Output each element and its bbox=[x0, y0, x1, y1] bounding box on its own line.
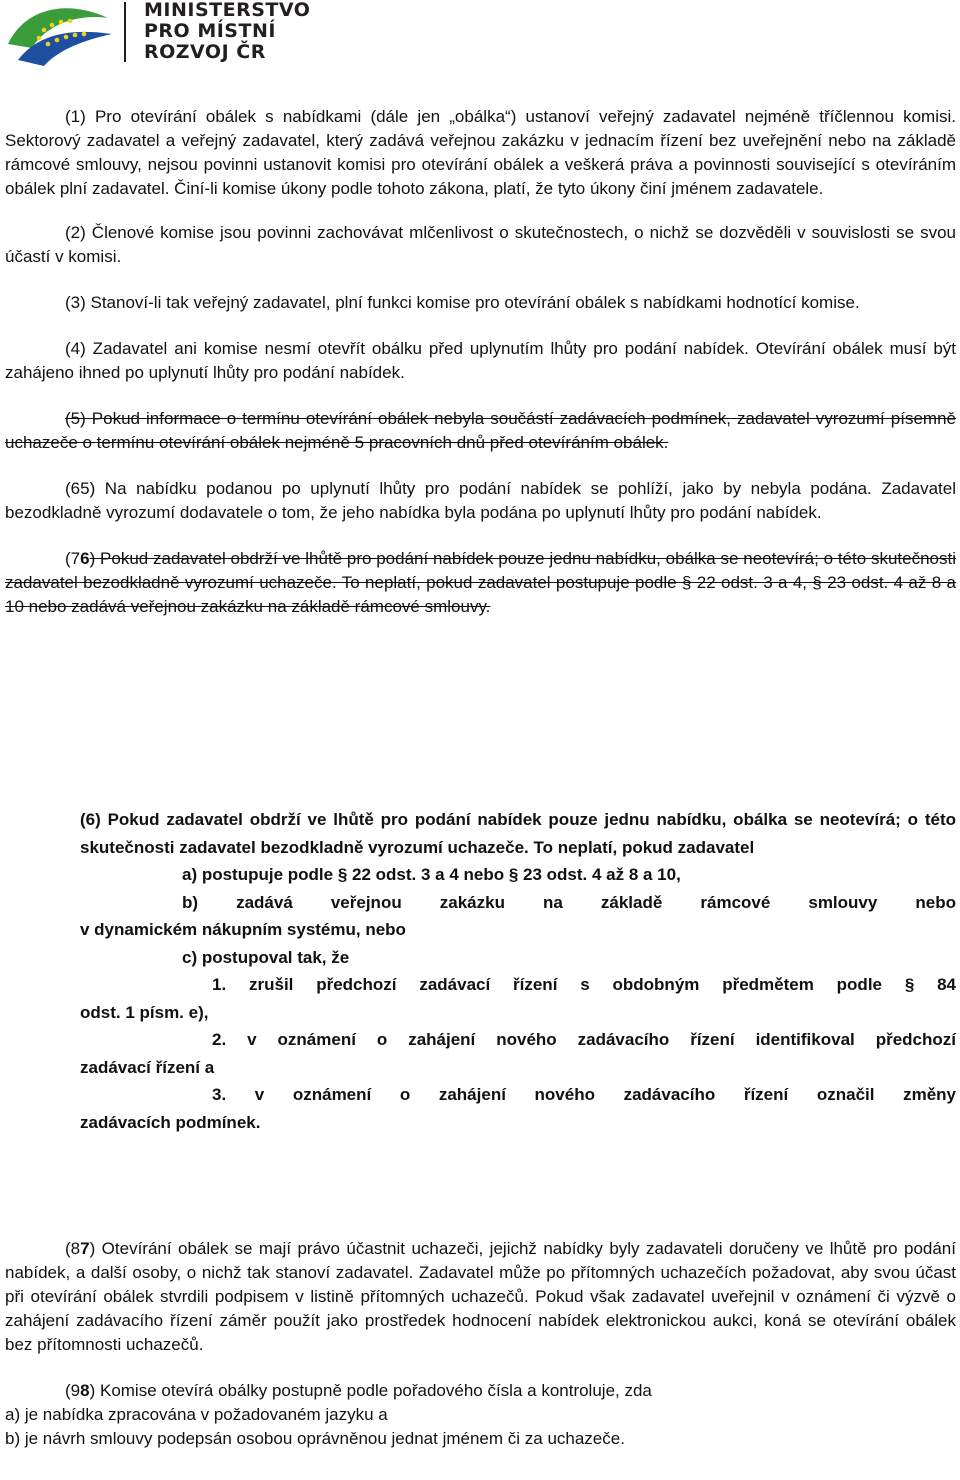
paragraph-7-new-number: 6 bbox=[80, 549, 90, 568]
inserted-item-c3-first: 3. v oznámení o zahájení nového zadávacího řízení označil změny bbox=[212, 1085, 956, 1104]
inserted-item-a: a) postupuje podle § 22 odst. 3 a 4 nebo § 23 odst. 4 až 8 a 10, bbox=[182, 865, 681, 884]
paragraph-1 bbox=[5, 105, 956, 201]
paragraph-6-old-number: (6 bbox=[65, 479, 81, 498]
paragraph-7-struck-text: ) Pokud zadavatel obdrží ve lhůtě pro podání nabídek pouze jednu nabídku, obálka se neotevírá; o této skutečnosti zadavatel bezodkladně vyrozumí uchazeče. To neplatí, pokud zadavatel postupuje podle § 22 odst. 3 a 4, § 23 odst. 4 až 8 a 10 nebo zadává veřejnou zakázku na základě rámcové smlouvy. bbox=[5, 549, 956, 616]
logo-wordmark bbox=[144, 0, 310, 63]
paragraph-8-text: ) Otevírání obálek se mají právo účastnit uchazeči, jejichž nabídky byly zadavateli doručeny ve lhůtě pro podání nabídek, a další osoby, o nichž tak stanoví zadavatel. Zadavatel může po přítomných uchazečích požadovat, aby svou účast při otevírání obálek stvrdili podpisem v listině přítomných uchazečů. Pokud však zadavatel uveřejnil v oznámení či výzvě o zahájení zadávacího řízení záměr použít jako prostředek hodnocení nabídek elektronickou aukci, koná se otevírání obálek bez přítomnosti uchazečů. bbox=[5, 1239, 956, 1354]
inserted-item-c: c) postupoval tak, že bbox=[182, 947, 350, 967]
document-body bbox=[5, 105, 956, 619]
paragraph-9-old-number: (9 bbox=[65, 1381, 81, 1400]
paragraph-9-text: ) Komise otevírá obálky postupně podle pořadového čísla a kontroluje, zda bbox=[89, 1381, 652, 1400]
inserted-intro: (6) Pokud zadavatel obdrží ve lhůtě pro podání nabídek pouze jednu nabídku, obálka se neotevírá; o této skutečnosti zadavatel bezodkladně vyrozumí uchazeče. To neplatí, pokud zadavatel bbox=[80, 810, 956, 857]
ministry-emblem-icon bbox=[4, 0, 116, 66]
paragraph-8 bbox=[5, 1237, 956, 1357]
paragraph-6-text: 5) Na nabídku podanou po uplynutí lhůty pro podání nabídek se pohlíží, jako by nebyla podána. Zadavatel bezodkladně vyrozumí dodavatele o tom, že jeho nabídka byla podána po uplynutí lhůty pro podání nabídek. bbox=[5, 479, 956, 522]
paragraph-9 bbox=[5, 1379, 956, 1403]
paragraph-9-new-number: 8 bbox=[80, 1381, 90, 1400]
ministry-logo bbox=[4, 0, 311, 70]
paragraph-5-deleted: (5) Pokud informace o termínu otevírání obálek nebyla součástí zadávacích podmínek, zadavatel vyrozumí písemně uchazeče o termínu otevírání obálek nejméně 5 pracovních dnů před otevíráním obálek. bbox=[5, 409, 956, 452]
paragraph-7-old-number: (7 bbox=[65, 549, 81, 568]
paragraph-1-number: (1) bbox=[65, 107, 86, 126]
paragraph-1-text: Pro otevírání obálek s nabídkami (dále jen „obálka“) ustanoví veřejný zadavatel nejméně tříčlennou komisi. Sektorový zadavatel a veřejný zadavatel, který zadává veřejnou zakázku v jednacím řízení bez uveřejnění nebo na základě rámcové smlouvy, nejsou povinni ustanovit komisi pro otevírání obálek a veškerá práva a povinnosti související s otevíráním obálek plní zadavatel. Činí-li komise úkony podle tohoto zákona, platí, že tyto úkony činí jménem zadavatele. bbox=[5, 107, 956, 198]
paragraph-6 bbox=[5, 477, 956, 525]
logo-line-3: ROZVOJ ČR bbox=[144, 41, 266, 63]
document-body-end bbox=[5, 1237, 956, 1451]
inserted-item-c1-rest: odst. 1 písm. e), bbox=[80, 1002, 209, 1022]
logo-divider bbox=[124, 2, 126, 62]
logo-line-1: MINISTERSTVO bbox=[144, 0, 311, 21]
inserted-item-b-first: b) zadává veřejnou zakázku na základě rámcové smlouvy nebo bbox=[182, 892, 956, 912]
logo-line-2: PRO MÍSTNÍ bbox=[144, 20, 276, 42]
inserted-item-c3-rest: zadávacích podmínek. bbox=[80, 1112, 261, 1132]
inserted-item-b-rest: v dynamickém nákupním systému, nebo bbox=[80, 920, 406, 939]
paragraph-2: (2) Členové komise jsou povinni zachovávat mlčenlivost o skutečnostech, o nichž se dozvěděli v souvislosti se svou účastí v komisi. bbox=[5, 223, 956, 266]
paragraph-7-deleted bbox=[5, 547, 956, 619]
inserted-item-c2-rest: zadávací řízení a bbox=[80, 1057, 215, 1077]
paragraph-9-item-a: a) je nabídka zpracována v požadovaném jazyku a bbox=[5, 1405, 388, 1424]
paragraph-9-item-b: b) je návrh smlouvy podepsán osobou oprávněnou jednat jménem či za uchazeče. bbox=[5, 1429, 625, 1448]
paragraph-3: (3) Stanoví-li tak veřejný zadavatel, plní funkci komise pro otevírání obálek s nabídkami hodnotící komise. bbox=[65, 293, 860, 312]
paragraph-4: (4) Zadavatel ani komise nesmí otevřít obálku před uplynutím lhůty pro podání nabídek. Otevírání obálek musí být zahájeno ihned po uplynutí lhůty pro podání nabídek. bbox=[5, 339, 956, 382]
inserted-item-c2-first: 2. v oznámení o zahájení nového zadávacího řízení identifikoval předchozí bbox=[212, 1030, 956, 1049]
inserted-item-c1-first: 1. zrušil předchozí zadávací řízení s obdobným předmětem podle § 84 bbox=[212, 975, 956, 994]
paragraph-8-new-number: 7 bbox=[80, 1239, 90, 1258]
paragraph-8-old-number: (8 bbox=[65, 1239, 81, 1258]
inserted-paragraph-6 bbox=[80, 806, 956, 1136]
